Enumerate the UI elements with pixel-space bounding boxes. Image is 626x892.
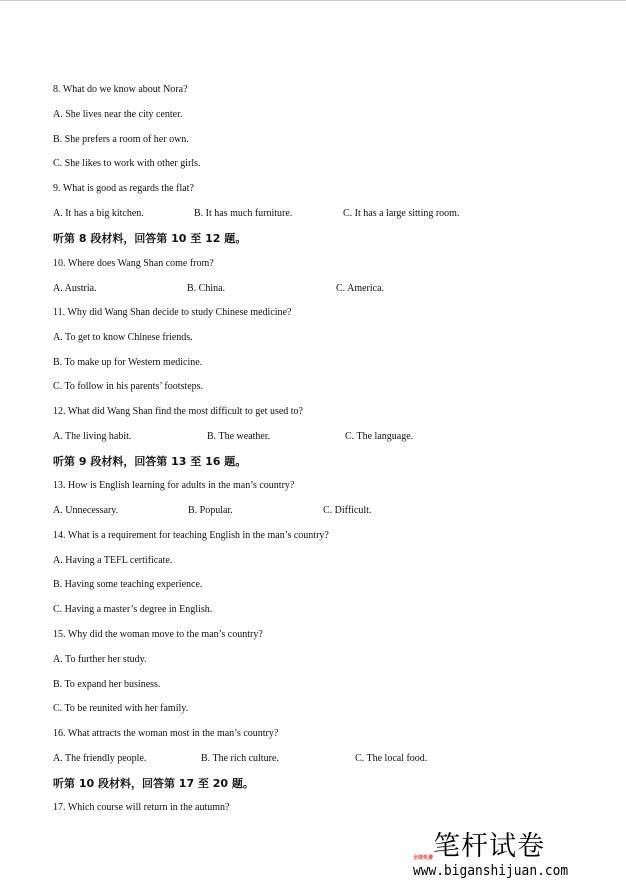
question-10: 10. Where does Wang Shan come from? — [53, 258, 214, 269]
question-10-options — [53, 283, 573, 295]
watermark-free-label: 全部免费 — [413, 855, 434, 861]
section-heading-8: 听第 8 段材料，回答第 10 至 12 题。 — [53, 232, 247, 245]
question-15-option-b: B. To expand her business. — [53, 679, 161, 690]
question-12-option-c: C. The language. — [345, 431, 414, 442]
question-13-option-b: B. Popular. — [188, 505, 233, 516]
question-14-option-b: B. Having some teaching experience. — [53, 579, 203, 590]
section-heading-9: 听第 9 段材料，回答第 13 至 16 题。 — [53, 455, 247, 468]
question-15: 15. Why did the woman move to the man’s country? — [53, 629, 263, 640]
question-12-options — [53, 431, 573, 443]
question-16-option-a: A. The friendly people. — [53, 753, 147, 764]
watermark-url: www.biganshijuan.com — [413, 863, 569, 879]
question-8-option-c: C. She likes to work with other girls. — [53, 158, 201, 169]
watermark-title: 笔杆试卷 — [433, 831, 545, 862]
question-8: 8. What do we know about Nora? — [53, 84, 188, 95]
question-9-option-c: C. It has a large sitting room. — [343, 208, 460, 219]
question-13: 13. How is English learning for adults in the man’s country? — [53, 480, 295, 491]
question-16-options — [53, 753, 573, 765]
question-13-option-c: C. Difficult. — [323, 505, 372, 516]
question-11: 11. Why did Wang Shan decide to study Chinese medicine? — [53, 307, 292, 318]
question-10-option-a: A. Austria. — [53, 283, 97, 294]
question-9-option-a: A. It has a big kitchen. — [53, 208, 144, 219]
question-9-options — [53, 208, 573, 220]
page-top-border — [0, 0, 626, 1]
site-watermark — [405, 830, 626, 890]
question-9-option-b: B. It has much furniture. — [194, 208, 293, 219]
question-14-option-c: C. Having a master’s degree in English. — [53, 604, 213, 615]
question-10-option-c: C. America. — [336, 283, 385, 294]
question-16-option-c: C. The local food. — [355, 753, 428, 764]
question-11-option-a: A. To get to know Chinese friends. — [53, 332, 193, 343]
question-17: 17. Which course will return in the autumn? — [53, 802, 230, 813]
question-8-option-a: A. She lives near the city center. — [53, 109, 183, 120]
question-16-option-b: B. The rich culture. — [201, 753, 279, 764]
question-16: 16. What attracts the woman most in the man’s country? — [53, 728, 279, 739]
question-11-option-b: B. To make up for Western medicine. — [53, 357, 203, 368]
question-12-option-a: A. The living habit. — [53, 431, 132, 442]
question-12-option-b: B. The weather. — [207, 431, 271, 442]
question-12: 12. What did Wang Shan find the most difficult to get used to? — [53, 406, 303, 417]
question-8-option-b: B. She prefers a room of her own. — [53, 134, 189, 145]
section-heading-10: 听第 10 段材料，回答第 17 至 20 题。 — [53, 777, 254, 790]
question-9: 9. What is good as regards the flat? — [53, 183, 194, 194]
question-13-option-a: A. Unnecessary. — [53, 505, 119, 516]
question-11-option-c: C. To follow in his parents’ footsteps. — [53, 381, 204, 392]
question-14: 14. What is a requirement for teaching English in the man’s country? — [53, 530, 329, 541]
question-15-option-c: C. To be reunited with her family. — [53, 703, 189, 714]
question-10-option-b: B. China. — [187, 283, 226, 294]
question-15-option-a: A. To further her study. — [53, 654, 147, 665]
question-14-option-a: A. Having a TEFL certificate. — [53, 555, 173, 566]
question-13-options — [53, 505, 573, 517]
